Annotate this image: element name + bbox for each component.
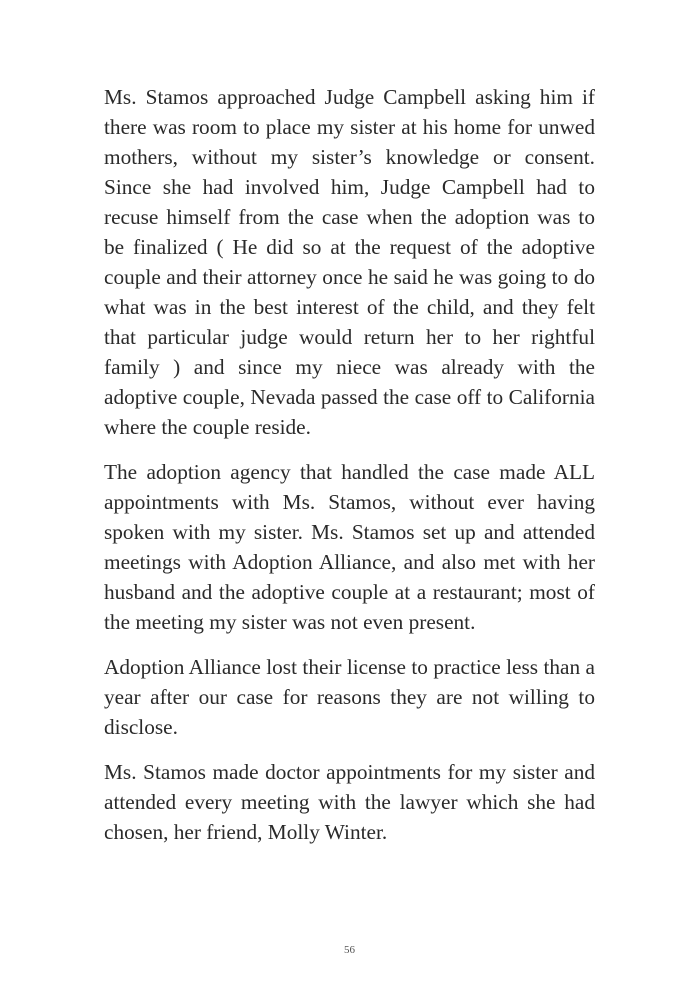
paragraph-4: Ms. Stamos made doctor appointments for my sister and attended every meeting with the lawyer which she had chosen, her friend, Molly Winter.: [104, 760, 595, 844]
page-body: [104, 82, 595, 862]
paragraph-2: The adoption agency that handled the case made ALL appointments with Ms. Stamos, without ever having spoken with my sister. Ms. Stamos set up and attended meetings with Adoption Alliance, and also met with her husband and the adoptive couple at a restaurant; most of the meeting my sister was not even present.: [104, 460, 595, 634]
paragraph-1: Ms. Stamos approached Judge Campbell asking him if there was room to place my sister at his home for unwed mothers, without my sister’s knowledge or consent. Since she had involved him, Judge Campbell had to recuse himself from the case when the adoption was to be finalized ( He did so at the request of the adoptive couple and their attorney once he said he was going to do what was in the best interest of the child, and they felt that particular judge would return her to her rightful family ) and since my niece was already with the adoptive couple, Nevada passed the case off to California where the couple reside.: [104, 85, 595, 439]
paragraph-3: Adoption Alliance lost their license to practice less than a year after our case for reasons they are not willing to disclose.: [104, 655, 595, 739]
page-number: 56: [344, 944, 355, 956]
